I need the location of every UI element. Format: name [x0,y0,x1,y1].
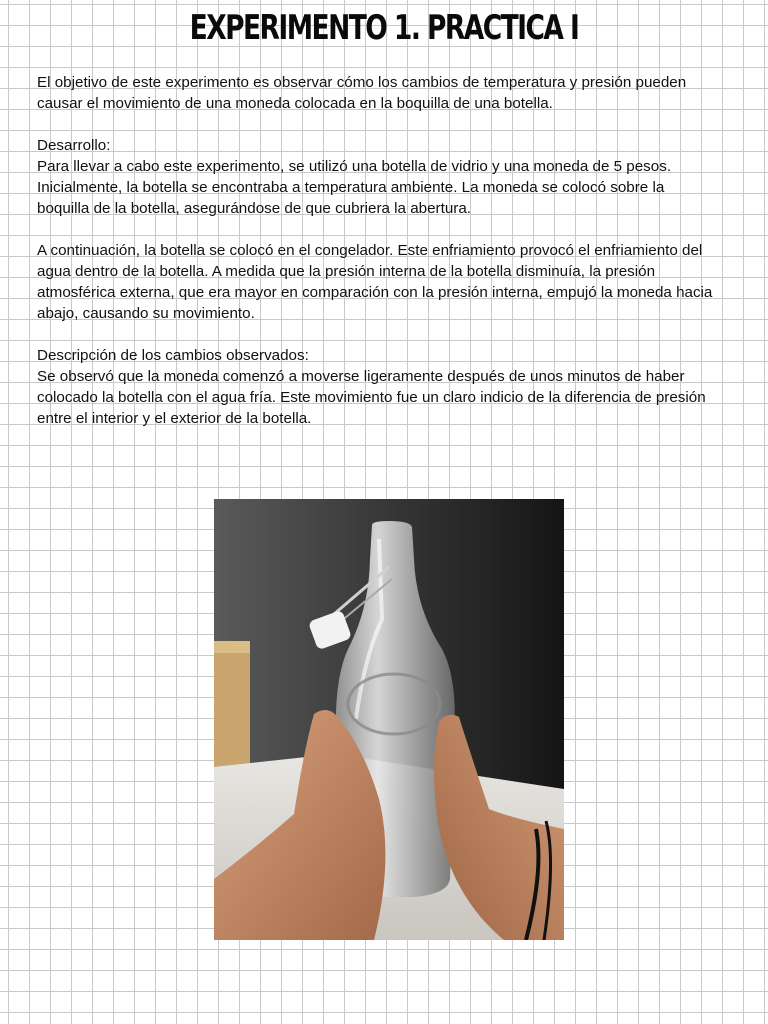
page-title: EXPERIMENTO 1. PRACTICA I [189,8,579,48]
development-heading: Desarrollo: [37,137,111,154]
development-paragraph-2: A continuación, la botella se colocó en el congelador. Este enfriamiento provocó el enfriamiento del agua dentro de la botella. A medida que la presión interna de la botella disminuía, la presión atmosférica externa, que era mayor en comparación con la presión interna, empujó la moneda hacia abajo, causando su movimiento. [37,242,713,322]
bottle-photo [214,499,564,940]
observations-heading: Descripción de los cambios observados: [37,347,309,364]
objective-paragraph: El objetivo de este experimento es observar cómo los cambios de temperatura y presión pueden causar el movimiento de una moneda colocada en la boquilla de una botella. [37,74,687,112]
observations-paragraph: Se observó que la moneda comenzó a moverse ligeramente después de unos minutos de haber colocado la botella con el agua fría. Este movimiento fue un claro indicio de la diferencia de presión entre el interior y el exterior de la botella. [37,368,706,427]
development-paragraph-1: Para llevar a cabo este experimento, se utilizó una botella de vidrio y una moneda de 5 pesos. Inicialmente, la botella se encontraba a temperatura ambiente. La moneda se colocó sobre la boquilla de la botella, asegurándose de que cubriera la abertura. [37,158,672,217]
observations-section [37,345,717,429]
document-body [37,72,717,450]
bottle-photo-illustration [214,499,564,940]
development-section [37,135,717,219]
